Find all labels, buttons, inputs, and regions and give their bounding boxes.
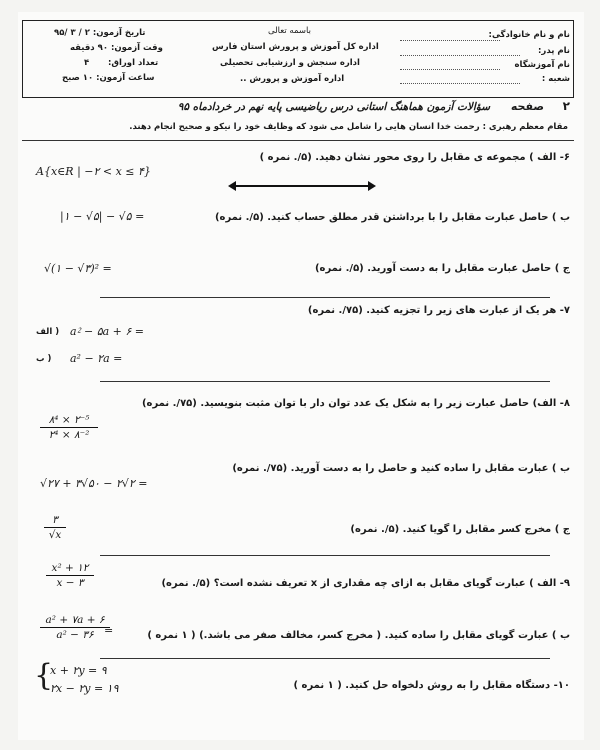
q10-eq2: ۲x − ۲y = ۱۹ xyxy=(50,682,119,695)
q8a-denominator: ۲⁴ × ۸⁻² xyxy=(48,429,90,441)
page-number: ۲ xyxy=(562,99,570,113)
leader-quote: مقام معظم رهبری : رحمت خدا انسان هایی را شامل می شود که وظایف خود را نیکو و صحیح انجام دهند. xyxy=(129,122,568,132)
q6c-expr: √(۱ − √۳)² = xyxy=(44,262,112,275)
student-name-field[interactable] xyxy=(400,40,500,41)
q8-divider xyxy=(100,555,550,556)
q9a-text: ۹- الف ) عبارت گویای مقابل به ازای چه مقداری از x تعریف نشده است؟ (۵/. نمره) xyxy=(161,578,570,589)
q9b-fraction-bar xyxy=(40,627,110,628)
father-name-field[interactable] xyxy=(400,55,520,56)
org-line-3: اداره آموزش و پرورش .. xyxy=(240,74,345,84)
pages-value: ۴ xyxy=(84,58,90,68)
q8a-fraction xyxy=(40,414,98,441)
quote-divider xyxy=(22,140,574,141)
number-line-right-arrow-icon xyxy=(368,181,376,191)
number-line-left-arrow-icon xyxy=(228,181,236,191)
q8c-text: ج ) مخرج کسر مقابل را گویا کنید. (۵/. نمره) xyxy=(350,524,570,535)
student-name-label: نام و نام خانوادگی: xyxy=(488,30,570,40)
q8a-fraction-bar xyxy=(40,427,98,428)
q10-eq1: x + ۲y = ۹ xyxy=(50,664,107,677)
q9a-denominator: x − ۳ xyxy=(56,577,84,589)
q7a-expr: a⁲ − ۵a + ۶ = xyxy=(70,325,145,338)
q7b-label: ب ) xyxy=(36,354,52,364)
q6c-text: ج ) حاصل عبارت مقابل را به دست آورید. (۵/. نمره) xyxy=(314,263,570,274)
q9b-fraction xyxy=(40,614,110,641)
exam-title: سؤالات آزمون هماهنگ استانی درس ریاضیسی پایه نهم در خردادماه ۹۵ xyxy=(177,101,490,113)
pages-label: تعداد اوراق: xyxy=(108,58,159,68)
org-line-1: اداره کل آموزش و پرورش استان فارس xyxy=(212,42,379,52)
q7a-label: الف ) xyxy=(36,327,60,337)
school-name-field[interactable] xyxy=(400,69,500,70)
q8b-text: ب ) عبارت مقابل را ساده کنید و حاصل را به دست آورید. (۷۵/. نمره) xyxy=(232,463,570,474)
school-name-label: نام آموزشگاه xyxy=(514,60,570,70)
q6b-expr: |۱ − √۵| − √۵ = xyxy=(60,210,145,223)
branch-label: شعبه : xyxy=(541,74,570,84)
q9a-fraction-bar xyxy=(46,575,94,576)
q8c-fraction-bar xyxy=(44,527,66,528)
father-name-label: نام پدر: xyxy=(538,46,570,56)
q10-text: ۱۰- دستگاه مقابل را به روش دلخواه حل کنید. ( ۱ نمره ) xyxy=(293,680,570,691)
q8c-fraction xyxy=(44,514,66,541)
q9b-equals: = xyxy=(104,624,114,637)
q7-text: ۷- هر یک از عبارت های زیر را تجزیه کنید. (۷۵/. نمره) xyxy=(307,305,570,316)
q9b-numerator: a² + ۷a + ۶ xyxy=(45,614,105,626)
q10-brace: { xyxy=(34,658,54,693)
q6b-text: ب ) حاصل عبارت مقابل را با برداشتن قدر مطلق حساب کنید. (۵/. نمره) xyxy=(214,212,570,223)
q8b-expr: √۲۷ + ۳√۵۰ − ۲√۲ = xyxy=(40,477,148,490)
q9a-fraction xyxy=(46,562,94,589)
q6a-text: ۶- الف ) مجموعه ی مقابل را روی محور نشان دهید. (۵/. نمره ) xyxy=(259,152,570,163)
q8c-denominator: √x xyxy=(48,529,62,541)
exam-duration: وقت آزمون: ۹۰ دقیقه xyxy=(70,43,163,53)
q8a-text: ۸- الف) حاصل عبارت زیر را به شکل یک عدد توان دار با توان مثبت بنویسید. (۷۵/. نمره) xyxy=(141,398,570,409)
q6-divider xyxy=(100,297,550,298)
q7b-expr: a² − ۲a = xyxy=(70,352,123,365)
q8c-numerator: ۳ xyxy=(52,514,58,526)
exam-time: ساعت آزمون: ۱۰ صبح xyxy=(62,73,155,83)
q9a-numerator: x² + ۱۲ xyxy=(51,562,89,574)
branch-field[interactable] xyxy=(400,83,520,84)
q9-divider xyxy=(100,658,550,659)
q7-divider xyxy=(100,381,550,382)
q6a-set-expr: A{x∈R | −۲ < x ≤ ۴} xyxy=(36,165,151,178)
q9b-text: ب ) عبارت گویای مقابل را ساده کنید. ( مخرج کسر، مخالف صفر می باشد.) ( ۱ نمره ) xyxy=(147,630,570,641)
bismillah: باسمه تعالی xyxy=(268,26,311,36)
org-line-2: اداره سنجش و ارزشیابی تحصیلی xyxy=(220,58,360,68)
q8a-numerator: ۸⁴ × ۲⁻⁵ xyxy=(48,414,90,426)
exam-date: تاریخ آزمون: ۲ / ۳ /۹۵ xyxy=(54,28,146,38)
number-line[interactable] xyxy=(232,185,372,187)
q9b-denominator: a² − ۳۶ xyxy=(56,629,94,641)
page-label: صفحه xyxy=(510,100,544,113)
